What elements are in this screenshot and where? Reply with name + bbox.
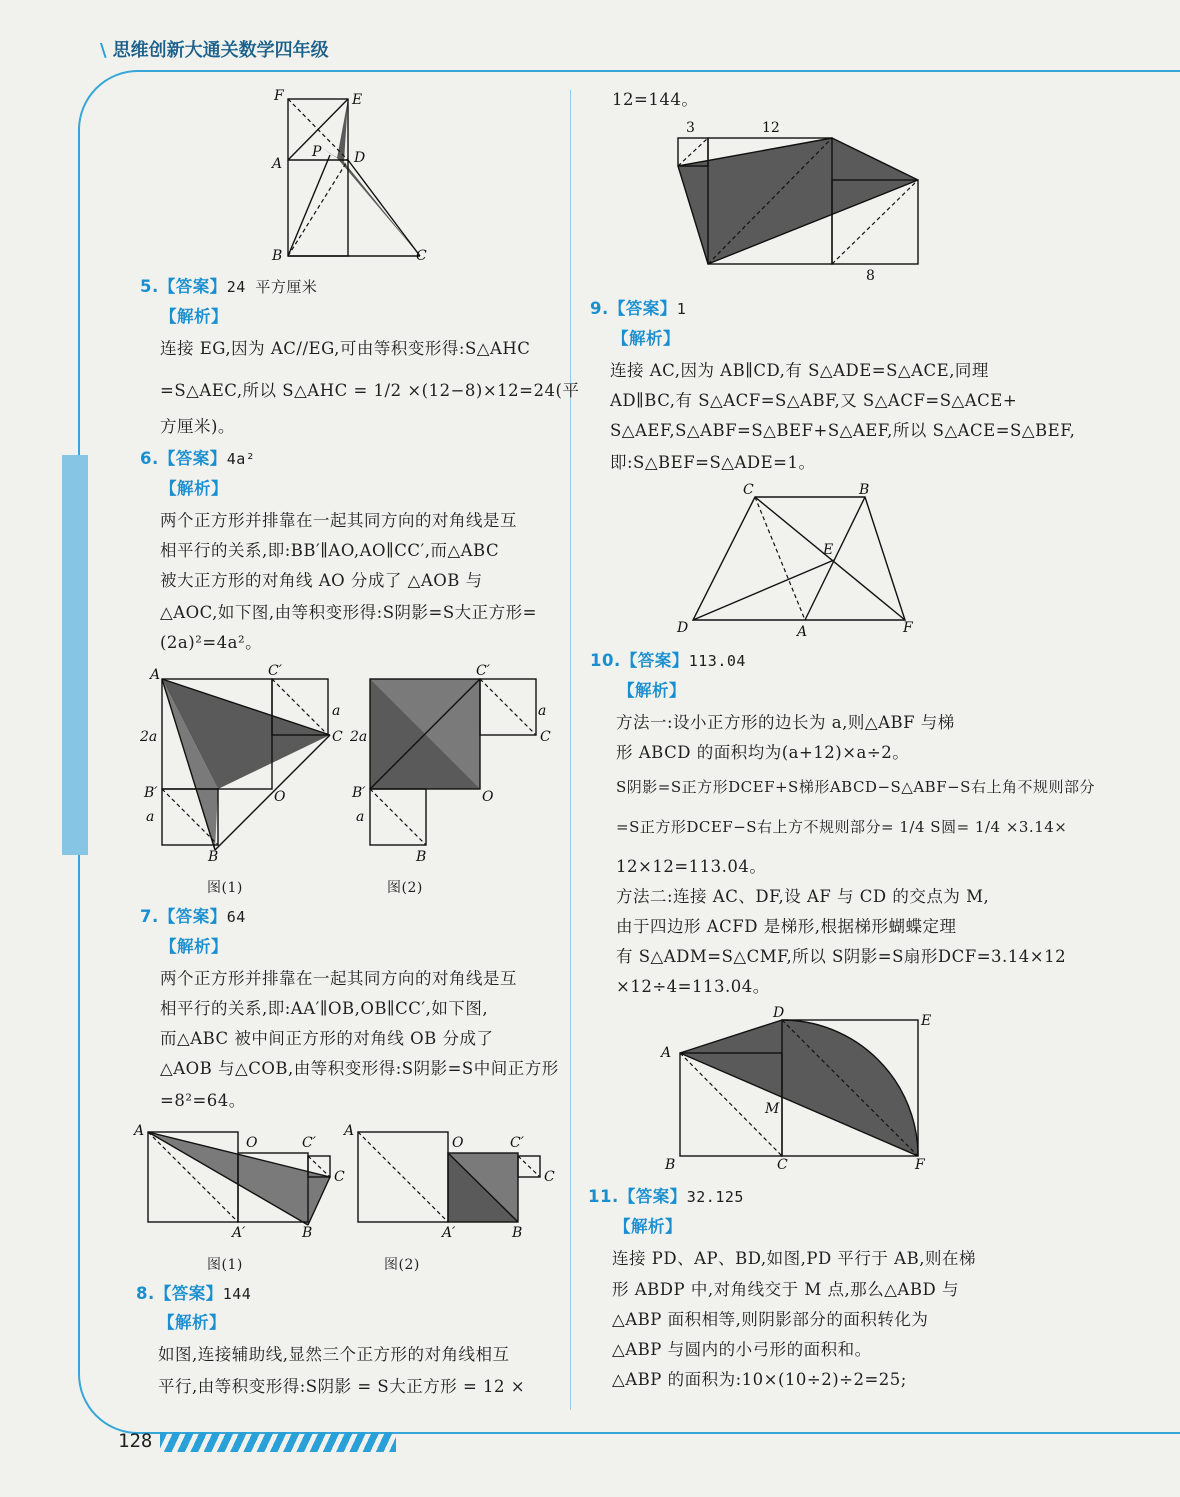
- q8-answer-line: [136, 1279, 251, 1309]
- q10-line: S阴影=S正方形DCEF+S梯形ABCD−S△ABF−S右上角不规则部分: [616, 778, 1095, 796]
- svg-text:P: P: [312, 144, 322, 160]
- q7-jiexi: 【解析】: [160, 937, 228, 956]
- q5-answer-label: 【答案】: [158, 277, 227, 296]
- q5-jiexi: 【解析】: [160, 307, 228, 326]
- svg-text:a: a: [332, 703, 341, 719]
- q6-fig1-caption: 图(1): [207, 880, 243, 896]
- svg-text:A: A: [134, 1123, 145, 1139]
- q8-label-12: 12: [762, 120, 780, 136]
- q11-number: 11.: [588, 1187, 619, 1206]
- q6-answer-label: 【答案】: [158, 449, 227, 468]
- svg-text:C: C: [334, 1169, 345, 1185]
- q7-number: 7.: [140, 907, 159, 926]
- q5-number: 5.: [140, 277, 159, 296]
- q5-line: =S△AEC,所以 S△AHC = 1/2 ×(12−8)×12=24(平: [160, 381, 580, 400]
- q7-answer-label: 【答案】: [158, 907, 227, 926]
- q9-line: 即:S△BEF=S△ADE=1。: [610, 453, 816, 472]
- q10-figure: [655, 1005, 945, 1175]
- svg-text:E: E: [352, 92, 363, 108]
- q7-line: 而△ABC 被中间正方形的对角线 OB 分成了: [160, 1029, 494, 1048]
- q11-answer-label: 【答案】: [618, 1187, 687, 1206]
- q9-answer-line: [590, 294, 686, 324]
- svg-text:a: a: [146, 809, 155, 825]
- q10-line: ×12÷4=113.04。: [616, 977, 770, 996]
- q7-fig2-caption: 图(2): [384, 1257, 420, 1273]
- q10-number: 10.: [590, 651, 621, 670]
- svg-text:C′: C′: [510, 1135, 524, 1151]
- q8-answer-label: 【答案】: [154, 1284, 223, 1303]
- q11-answer: 32.125: [686, 1188, 744, 1206]
- q8-number: 8.: [136, 1284, 155, 1303]
- q9-line: AD∥BC,有 S△ACF=S△ABF,又 S△ACF=S△ACE+: [610, 391, 1018, 410]
- svg-text:C′: C′: [476, 663, 490, 679]
- svg-text:B: B: [512, 1225, 523, 1241]
- svg-text:B: B: [302, 1225, 313, 1241]
- svg-text:C′: C′: [268, 663, 282, 679]
- svg-text:E: E: [823, 542, 834, 558]
- q10-line: 形 ABCD 的面积均为(a+12)×a÷2。: [616, 743, 910, 762]
- side-tab: [62, 455, 88, 855]
- svg-text:D: D: [354, 150, 366, 166]
- svg-text:B: B: [272, 248, 283, 264]
- q10-line: 12×12=113.04。: [616, 857, 767, 876]
- q9-number: 9.: [590, 299, 609, 318]
- q8-figure: [670, 118, 930, 288]
- q11-answer-line: [588, 1182, 744, 1212]
- q8-answer: 144: [222, 1285, 252, 1303]
- q11-line: △ABP 与圆内的小弓形的面积和。: [612, 1340, 872, 1359]
- svg-text:D: D: [677, 620, 689, 636]
- q10-jiexi: 【解析】: [618, 681, 686, 700]
- q10-line: 有 S△ADM=S△CMF,所以 S阴影=S扇形DCF=3.14×12: [616, 947, 1067, 966]
- q8-line: 如图,连接辅助线,显然三个正方形的对角线相互: [158, 1345, 510, 1364]
- svg-text:2a: 2a: [140, 729, 158, 745]
- q7-answer: 64: [226, 908, 246, 926]
- q8-line: 平行,由等积变形得:S阴影 = S大正方形 = 12 ×: [158, 1377, 526, 1396]
- q4-figure: [270, 90, 440, 265]
- q5-answer: 24 平方厘米: [226, 278, 318, 296]
- q6-fig2-caption: 图(2): [387, 880, 423, 896]
- svg-text:B: B: [416, 849, 427, 865]
- q6-answer: 4a²: [226, 450, 256, 468]
- svg-text:B′: B′: [144, 785, 158, 801]
- svg-text:A: A: [661, 1045, 672, 1061]
- svg-text:A: A: [797, 624, 808, 640]
- q10-answer: 113.04: [688, 652, 746, 670]
- q7-line: 相平行的关系,即:AA′∥OB,OB∥CC′,如下图,: [160, 999, 489, 1018]
- q9-figure: [675, 480, 925, 640]
- q9-line: S△AEF,S△ABF=S△BEF+S△AEF,所以 S△ACE=S△BEF,: [610, 421, 1076, 440]
- q7-figure-1: [130, 1125, 355, 1245]
- q8-jiexi: 【解析】: [158, 1313, 226, 1332]
- q6-jiexi: 【解析】: [160, 479, 228, 498]
- q10-answer-label: 【答案】: [620, 651, 689, 670]
- q6-line: 相平行的关系,即:BB′∥AO,AO∥CC′,而△ABC: [160, 541, 500, 560]
- page-number: 128: [118, 1430, 153, 1452]
- svg-text:C: C: [540, 729, 551, 745]
- q10-answer-line: [590, 646, 746, 676]
- svg-text:A: A: [344, 1123, 355, 1139]
- q9-line: 连接 AC,因为 AB∥CD,有 S△ADE=S△ACE,同理: [610, 361, 989, 380]
- svg-text:C: C: [332, 729, 343, 745]
- svg-text:F: F: [903, 620, 913, 636]
- q8-label-8: 8: [866, 268, 875, 284]
- svg-text:O: O: [452, 1135, 464, 1151]
- svg-text:D: D: [773, 1005, 785, 1021]
- q6-line: △AOC,如下图,由等积变形得:S阴影=S大正方形=: [160, 603, 537, 622]
- svg-text:E: E: [921, 1013, 932, 1029]
- svg-text:B′: B′: [352, 785, 366, 801]
- q6-line: (2a)²=4a²。: [160, 633, 263, 652]
- q11-jiexi: 【解析】: [614, 1217, 682, 1236]
- svg-text:a: a: [538, 703, 547, 719]
- q7-answer-line: [140, 902, 246, 932]
- q11-line: 连接 PD、AP、BD,如图,PD 平行于 AB,则在梯: [612, 1249, 976, 1268]
- q8-continuation: 12=144。: [612, 90, 699, 109]
- q11-line: △ABP 面积相等,则阴影部分的面积转化为: [612, 1310, 929, 1329]
- q9-answer-label: 【答案】: [608, 299, 677, 318]
- column-divider: [570, 90, 571, 1410]
- q10-line: 由于四边形 ACFD 是梯形,根据梯形蝴蝶定理: [616, 917, 957, 936]
- svg-text:A: A: [272, 156, 283, 172]
- svg-text:C: C: [743, 482, 754, 498]
- svg-text:B: B: [665, 1157, 676, 1173]
- svg-text:O: O: [482, 789, 494, 805]
- svg-text:B: B: [859, 482, 870, 498]
- svg-text:A′: A′: [232, 1225, 246, 1241]
- q6-figure-1: [140, 665, 355, 865]
- footer-stripes: [160, 1432, 396, 1452]
- svg-text:C: C: [777, 1157, 788, 1173]
- svg-text:O: O: [274, 789, 286, 805]
- svg-text:a: a: [356, 809, 365, 825]
- q7-line: 两个正方形并排靠在一起其同方向的对角线是互: [160, 969, 517, 988]
- svg-text:A′: A′: [442, 1225, 456, 1241]
- svg-text:C: C: [416, 248, 427, 264]
- q8-label-3: 3: [686, 120, 695, 136]
- q10-line: 方法一:设小正方形的边长为 a,则△ABF 与梯: [616, 713, 955, 732]
- svg-text:M: M: [765, 1101, 780, 1117]
- q9-answer: 1: [676, 300, 687, 318]
- q5-answer-line: [140, 272, 317, 302]
- q5-line: 连接 EG,因为 AC//EG,可由等积变形得:S△AHC: [160, 339, 531, 358]
- svg-text:O: O: [246, 1135, 258, 1151]
- page-header: \ 思维创新大通关数学四年级: [100, 40, 329, 61]
- q5-line: 方厘米)。: [160, 417, 235, 436]
- svg-text:F: F: [274, 88, 284, 104]
- q7-line: △AOB 与△COB,由等积变形得:S阴影=S中间正方形: [160, 1059, 559, 1078]
- q6-answer-line: [140, 444, 255, 474]
- q7-fig1-caption: 图(1): [207, 1257, 243, 1273]
- svg-text:B: B: [208, 849, 219, 865]
- svg-text:C: C: [544, 1169, 555, 1185]
- q10-line: =S正方形DCEF−S右上方不规则部分= 1/4 S圆= 1/4 ×3.14×: [616, 818, 1068, 836]
- q7-line: =8²=64。: [160, 1091, 246, 1110]
- q6-number: 6.: [140, 449, 159, 468]
- q6-figure-2: [350, 665, 565, 865]
- svg-text:F: F: [915, 1157, 925, 1173]
- svg-text:C′: C′: [302, 1135, 316, 1151]
- q11-line: △ABP 的面积为:10×(10÷2)÷2=25;: [612, 1370, 907, 1389]
- svg-text:2a: 2a: [350, 729, 368, 745]
- q6-line: 两个正方形并排靠在一起其同方向的对角线是互: [160, 511, 517, 530]
- svg-text:A: A: [150, 667, 161, 683]
- q10-line: 方法二:连接 AC、DF,设 AF 与 CD 的交点为 M,: [616, 887, 990, 906]
- q11-line: 形 ABDP 中,对角线交于 M 点,那么△ABD 与: [612, 1280, 959, 1299]
- q9-jiexi: 【解析】: [612, 329, 680, 348]
- q7-figure-2: [340, 1125, 565, 1245]
- q6-line: 被大正方形的对角线 AO 分成了 △AOB 与: [160, 571, 483, 590]
